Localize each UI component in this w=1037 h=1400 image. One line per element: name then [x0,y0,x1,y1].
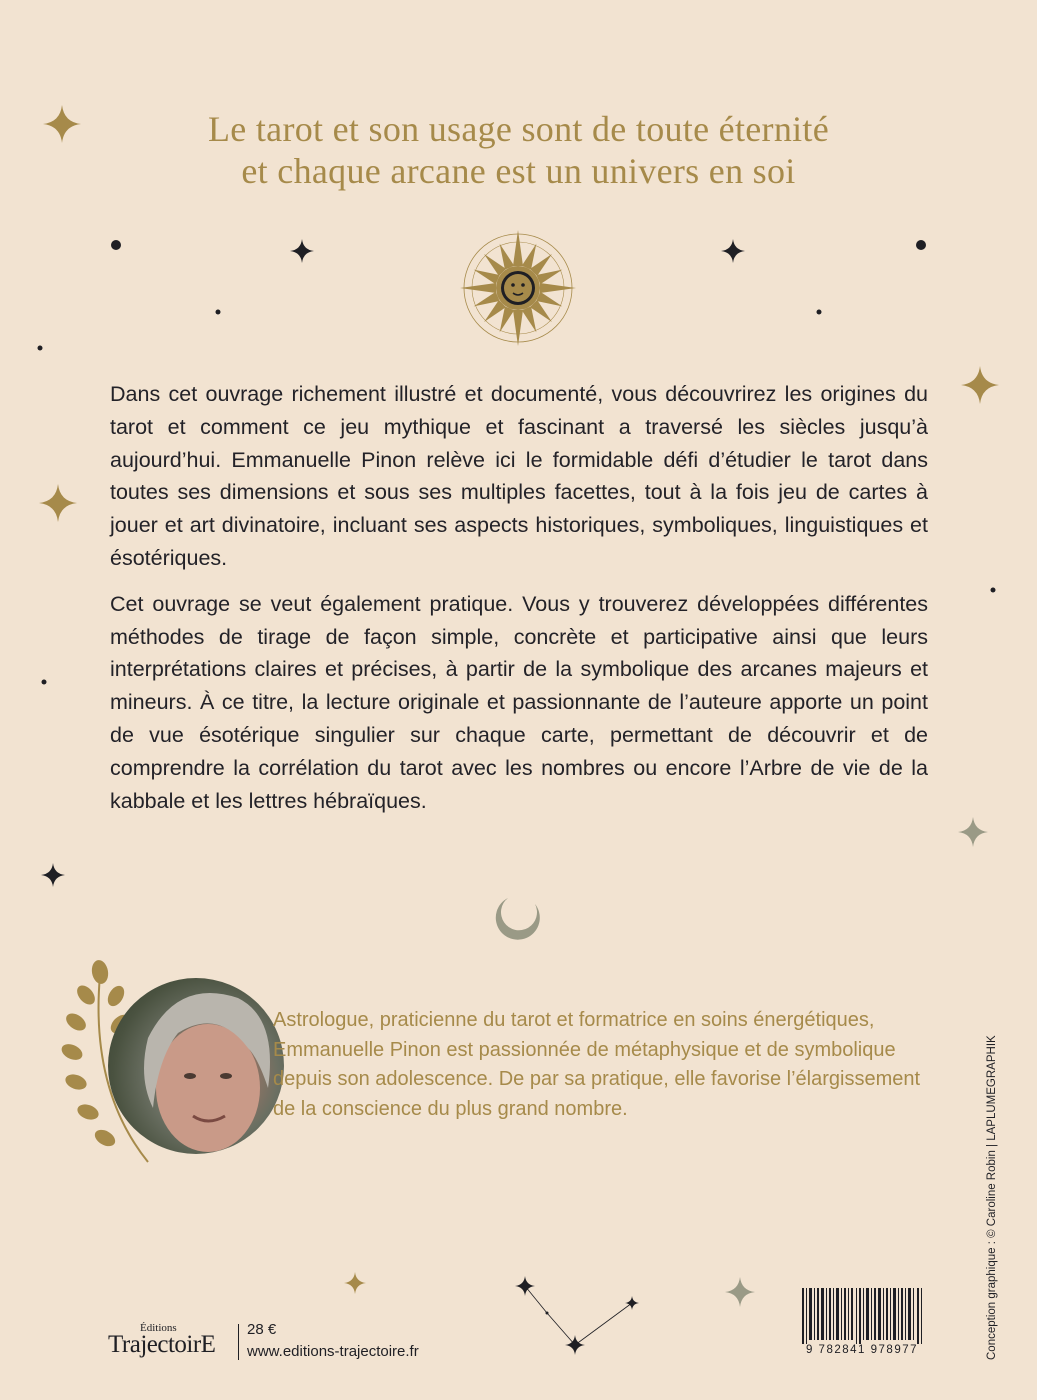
gold-star-icon [344,1272,366,1294]
publisher-label: Éditions [140,1322,177,1334]
sage-star-icon [958,817,988,847]
book-description [110,378,928,830]
author-photo [108,978,284,1154]
design-credit: Conception graphique : © Caroline Robin | LAPLUMEGRAPHIK [986,1035,998,1360]
gold-star-icon [961,366,999,404]
dot-icon [991,588,996,593]
dot-icon [38,346,43,351]
isbn-number: 9 782841 978977 [805,1344,919,1356]
dot-icon [111,240,121,250]
description-paragraph-2: Cet ouvrage se veut également pratique. Vous y trouverez développées différentes méthodes de tirage de façon simple, concrète et participative ainsi que leurs interprétations claires et précises, à partir de la symbolique des arcanes majeurs et mineurs. À ce titre, la lecture originale et passionnante de l’auteure apporte un point de vue ésotérique singulier sur chaque carte, permettant de découvrir et de comprendre la corrélation du tarot avec les nombres ou encore l’Arbre de vie de la kabbale et les lettres hébraïques. [110,591,928,813]
tagline-line-2: et chaque arcane est un univers en soi [241,151,796,191]
publisher-logo [108,1322,228,1362]
dot-icon [216,310,221,315]
sun-icon [460,230,576,346]
sage-star-icon [725,1277,755,1307]
dot-icon [817,310,822,315]
publisher-name: TrajectoirE [108,1331,216,1358]
barcode-bars [800,1288,924,1344]
dark-star-icon [41,863,65,887]
constellation-icon [515,1276,639,1355]
author-portrait-image [108,978,284,1154]
footer-divider [238,1324,239,1360]
dark-star-icon [721,239,745,263]
description-paragraph-1: Dans cet ouvrage richement illustré et documenté, vous découvrirez les origines du tarot et comment ce jeu mythique et fascinant a traversé les siècles jusqu’à aujourd’hui. Emmanuelle Pinon relève ici le formidable défi d’étudier le tarot dans toutes ses dimensions et sous ses multiples facettes, tout à la fois jeu de cartes à jouer et art divinatoire, incluant ses aspects historiques, symboliques, linguistiques et ésotériques. [110,382,928,570]
author-bio [273,1006,933,1124]
moon-icon [496,898,540,940]
price: 28 € [247,1321,277,1338]
dark-star-icon [290,239,314,263]
gold-star-icon [43,105,81,143]
dot-icon [42,680,47,685]
tagline-line-1: Le tarot et son usage sont de toute éternité [208,109,829,149]
gold-star-icon [39,484,77,522]
website-link[interactable]: www.editions-trajectoire.fr [247,1343,419,1360]
barcode [800,1288,924,1360]
author-bio-text: Astrologue, praticienne du tarot et formatrice en soins énergétiques, Emmanuelle Pinon est passionnée de métaphysique et de symbolique depuis son adolescence. De par sa pratique, elle favorise l’élargissement de la conscience du plus grand nombre. [273,1009,921,1120]
dot-icon [916,240,926,250]
